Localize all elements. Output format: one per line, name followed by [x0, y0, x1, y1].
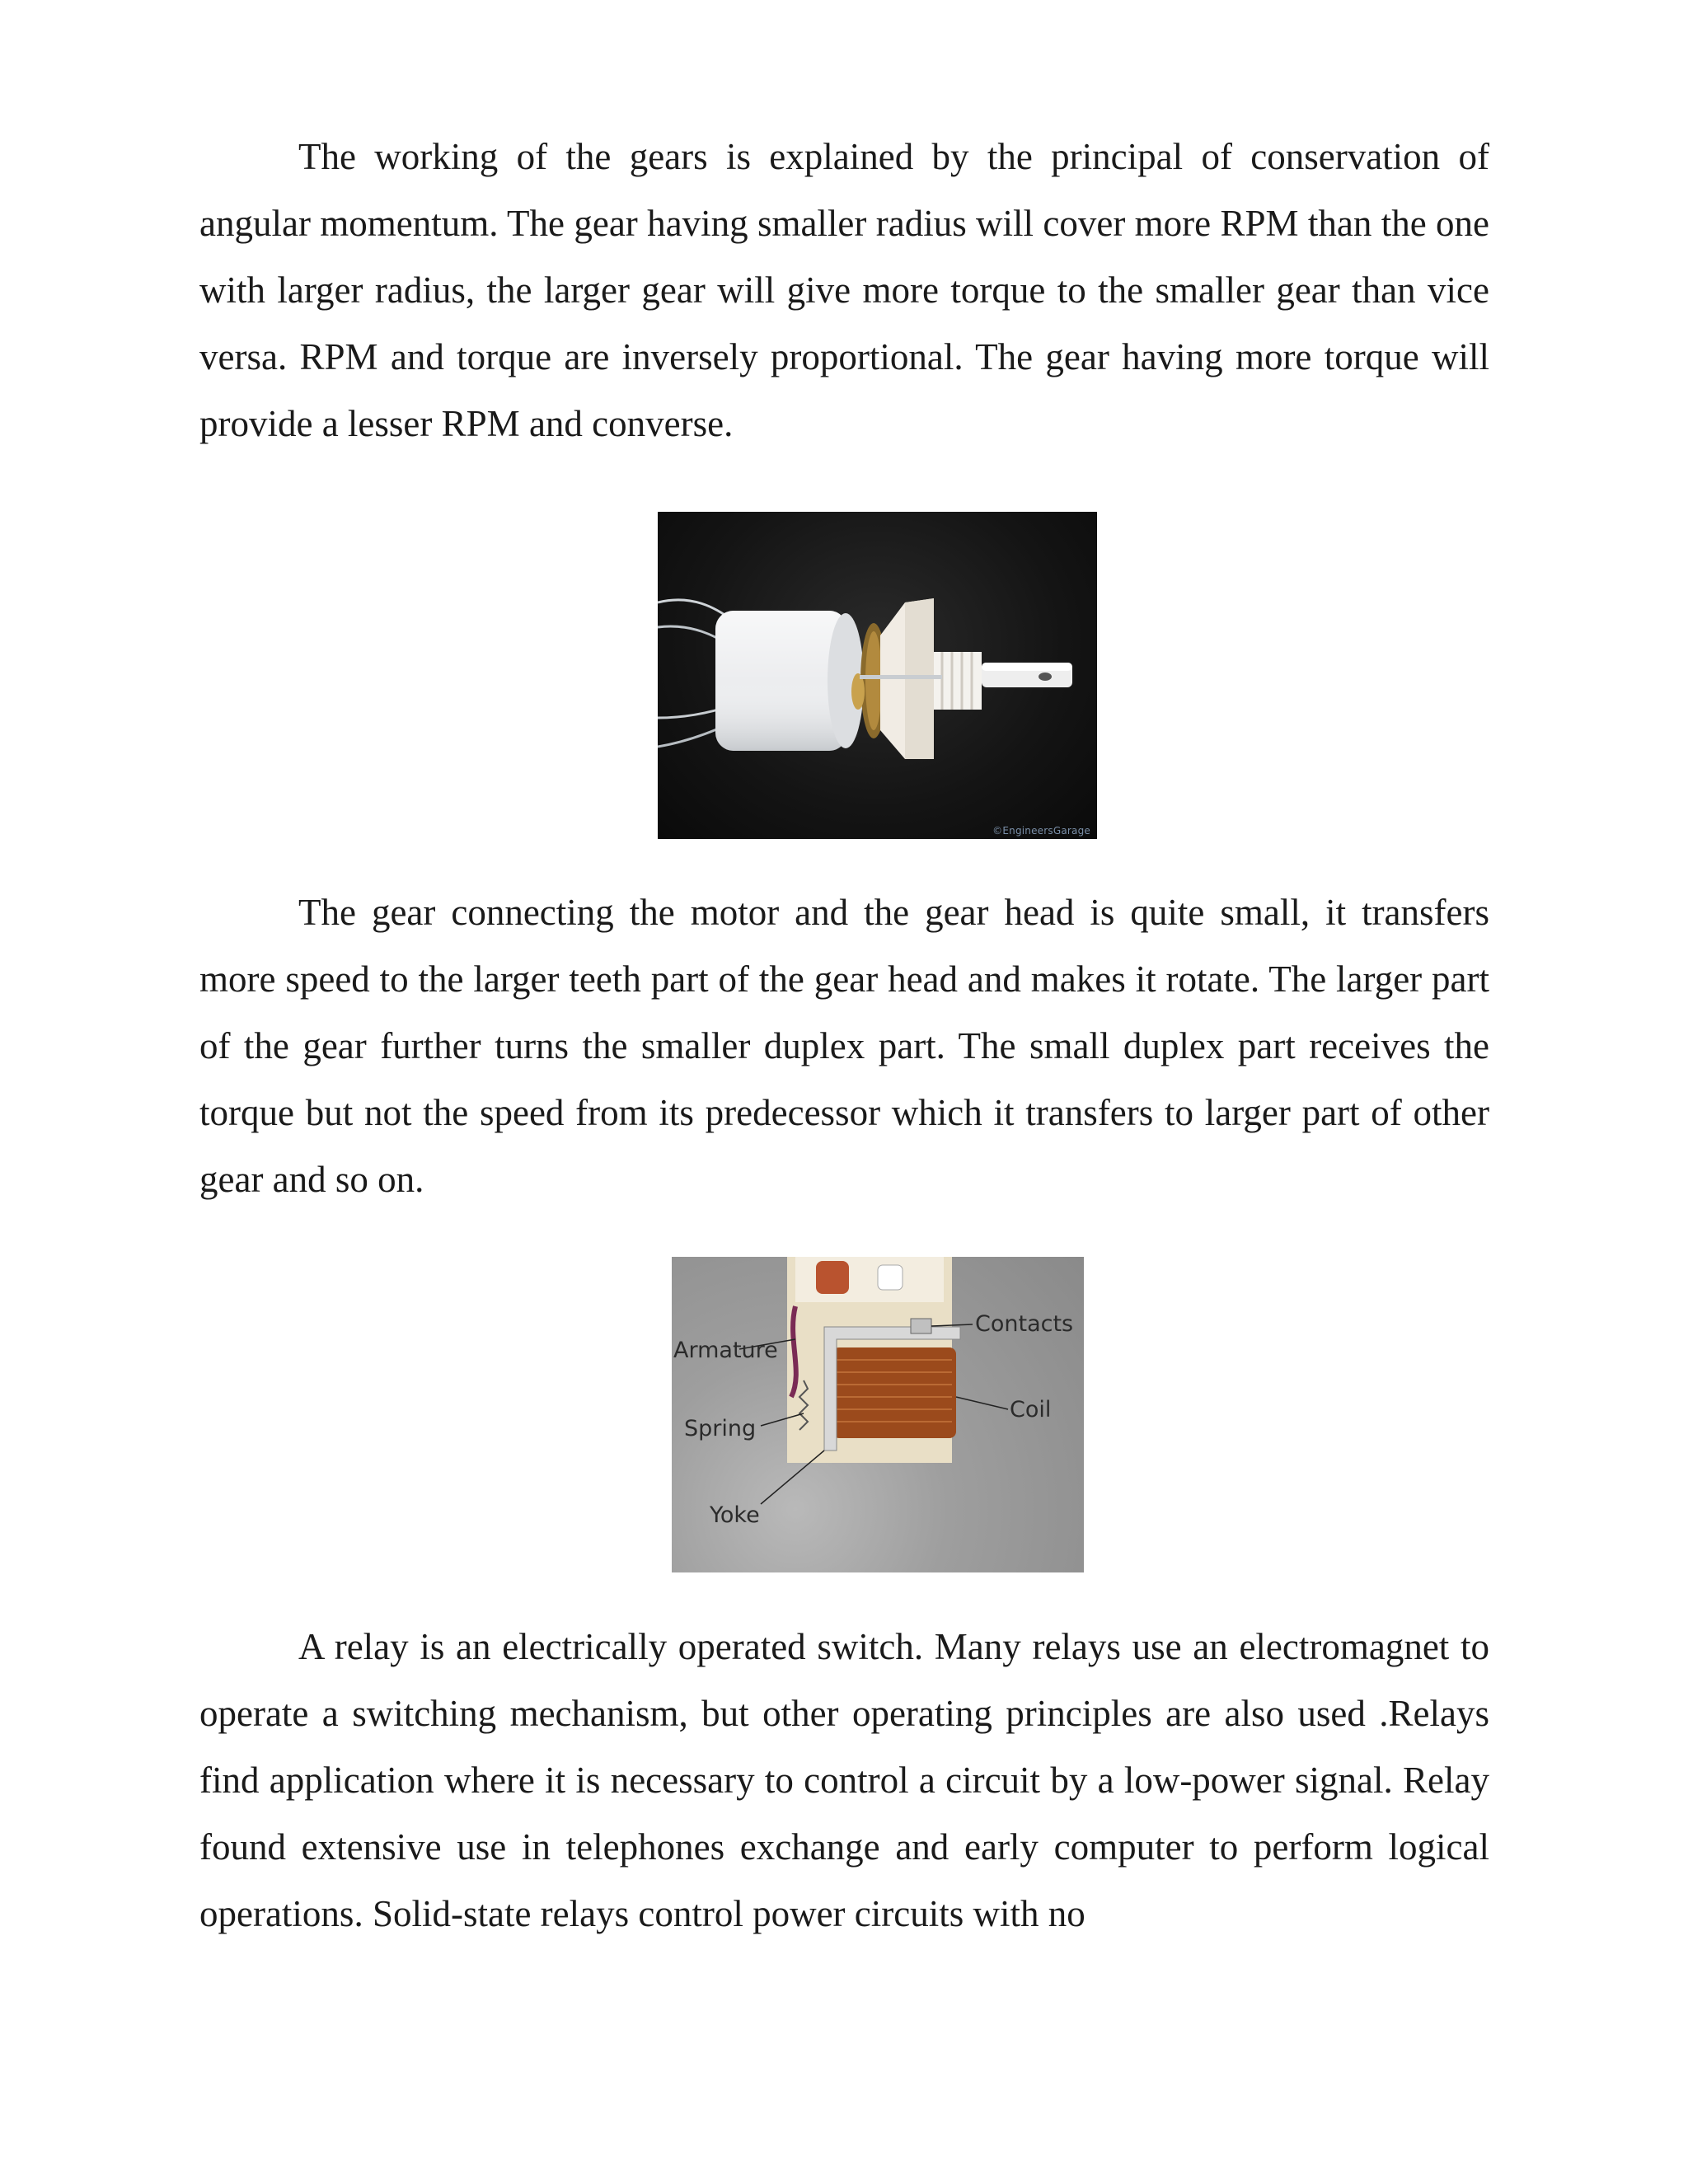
paragraph-text: The gear connecting the motor and the gear head is quite small, it transfers more speed to the larger teeth part of the gear head and makes it rotate. The larger part of the gear further turns the smaller duplex part. The small duplex part receives the torque but not the speed from its predecessor which it transfers to larger part of other gear and so on. [199, 892, 1489, 1200]
gear-motor-image [658, 512, 1097, 839]
paragraph-relay-definition [199, 1614, 1489, 1947]
paragraph-gears-working [199, 124, 1489, 457]
paragraph-gear-connecting [199, 879, 1489, 1213]
spring-label: Spring [684, 1416, 757, 1441]
paragraph-text: The working of the gears is explained by the principal of conservation of angular momentum. The gear having smaller radius will cover more RPM than the one with larger radius, the larger gear will give more torque to the smaller gear than vice versa. RPM and torque are inversely proportional. The gear having more torque will provide a lesser RPM and converse. [199, 136, 1489, 444]
contacts-label: Contacts [975, 1311, 1074, 1337]
relay-diagram-image [672, 1257, 1084, 1572]
yoke-label: Yoke [710, 1502, 760, 1528]
engineersgarage-watermark: ©EngineersGarage [992, 825, 1090, 837]
gear-motor-drawing [658, 512, 1097, 839]
coil-label: Coil [1010, 1397, 1052, 1422]
paragraph-text: A relay is an electrically operated switch. Many relays use an electromagnet to operate a switching mechanism, but other operating principles are also used .Relays find application where it is necessary to control a circuit by a low-power signal. Relay found extensive use in telephones exchange and early computer to perform logical operations. Solid-state relays control power circuits with no [199, 1626, 1489, 1934]
armature-label: Armature [673, 1338, 778, 1363]
